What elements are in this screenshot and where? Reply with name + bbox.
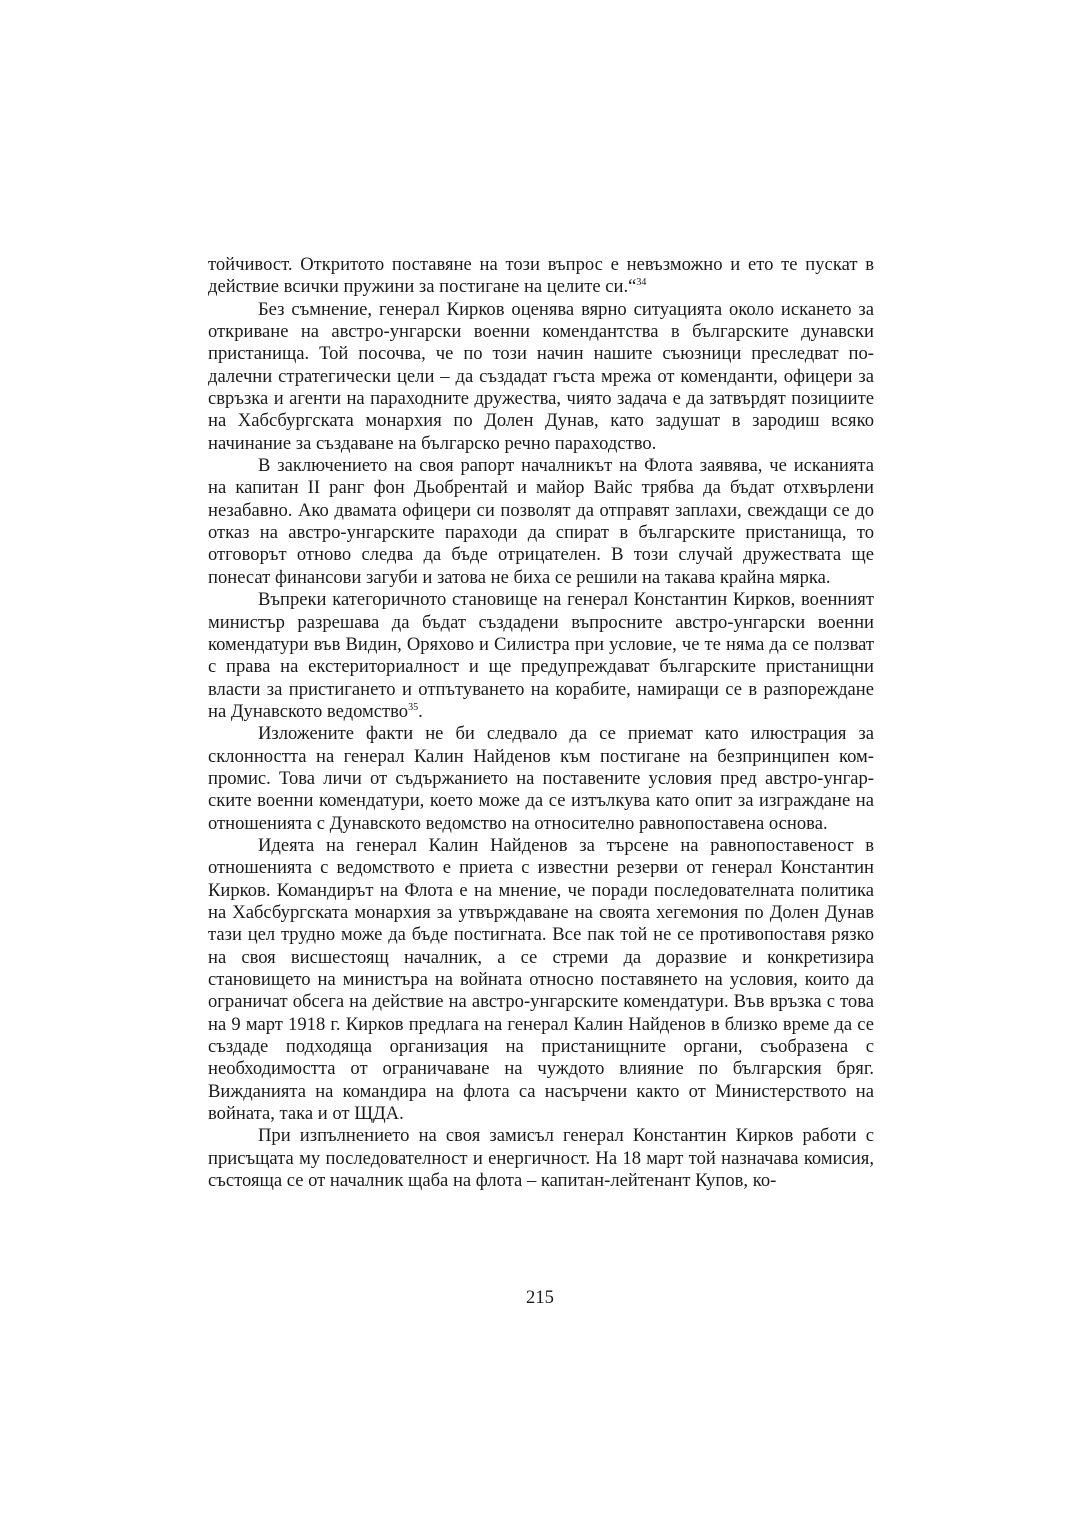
body-text <box>208 254 874 1192</box>
paragraph-text: При изпълнението на своя замисъл генерал Константин Кирков работи с присъщата му последователност и енергичност. На 18 март той назначава комисия, състояща се от началник щаба на флота – капитан-лейтенант Купов, ко- <box>208 1125 874 1192</box>
paragraph-4 <box>208 589 874 723</box>
paragraph-text: Въпреки категоричното становище на генерал Константин Кирков, военният министър разрешава да бъдат създадени въпросните австро-унгарски военни комендатури във Видин, Оряхово и Силистра при условие, че те няма да се ползват с права на екстериториалност и ще предупреждават българските пристанищни власти за пристигането и отпътуването на корабите, намиращи се в разпореждане на Дунавското ведомство <box>208 589 874 722</box>
footnote-marker-35: 35 <box>408 701 419 713</box>
paragraph-3 <box>208 455 874 589</box>
paragraph-7 <box>208 1125 874 1192</box>
paragraph-text: тойчивост. Откритото поставяне на този въпрос е невъзможно и ето те пускат в действие всички пружини за постигане на целите си.“ <box>208 254 874 298</box>
paragraph-text: Изложените факти не би следвало да се приемат като илюстрация за склонността на генерал Калин Найденов към постигане на безпринципен компромис. Това личи от съдържанието на поставените условия пред австро-унгарските военни комендатури, което може да се изтълкува като опит за изграждане на отношенията с Дунавското ведомство на относително равнопоставена основа. <box>208 723 874 834</box>
paragraph-5 <box>208 723 874 835</box>
paragraph-end-punctuation: . <box>418 700 423 722</box>
paragraph-text: Без съмнение, генерал Кирков оценява вярно ситуацията около искането за откриване на австро-унгарски военни комендантства в българските дунавски пристанища. Той посочва, че по този начин нашите съюзници преследват подалечни стратегически цели – да създадат гъста мрежа от коменданти, офицери за свръзка и агенти на параходните дружества, чиято задача е да затвърдят позициите на Хабсбургската монархия по Долен Дунав, като задушат в зародиш всяко начинание за създаване на българско речно параходство. <box>208 298 874 454</box>
paragraph-6 <box>208 835 874 1125</box>
paragraph-text: Идеята на генерал Калин Найденов за търсене на равнопоставеност в отношенията с ведомството е приета с известни резерви от генерал Константин Кирков. Командирът на Флота е на мнение, че поради последователната политика на Хабсбургската монархия за утвърждаване на своята хегемония по Долен Дунав тази цел трудно може да бъде постигната. Все пак той не се противопоставя рязко на своя висшестоящ началник, а се стреми да доразвие и конкретизира становището на министъра на войната относно поставянето на условия, които да ограничат обсега на действие на австро-унгарските комендатури. Във връзка с това на 9 март 1918 г. Кирков предлага на генерал Калин Найденов в близко време да се създаде подходяща организация на пристанищните органи, съобразена с необходимостта от ограничаване на чуждото влияние по българския бряг. Вижданията на командира на флота са насърчени както от Министерството на войната, така и от ЩДА. <box>208 834 874 1125</box>
paragraph-text: В заключението на своя рапорт началникът на Флота заявява, че исканията на капитан II ранг фон Дьобрентай и майор Вайс трябва да бъдат отхвърлени незабавно. Ако двамата офицери си позволят да отправят заплахи, свеждащи се до отказ на австро-унгарските параходи да спират в българските пристанища, то отговорът отново следва да бъде отрицателен. В този случай дружествата ще понесат финансови загуби и затова не биха се решили на такава крайна мярка. <box>208 455 874 588</box>
page-number: 215 <box>526 1287 554 1308</box>
paragraph-2 <box>208 299 874 455</box>
paragraph-1 <box>208 254 874 299</box>
footnote-marker-34: 34 <box>636 277 647 289</box>
